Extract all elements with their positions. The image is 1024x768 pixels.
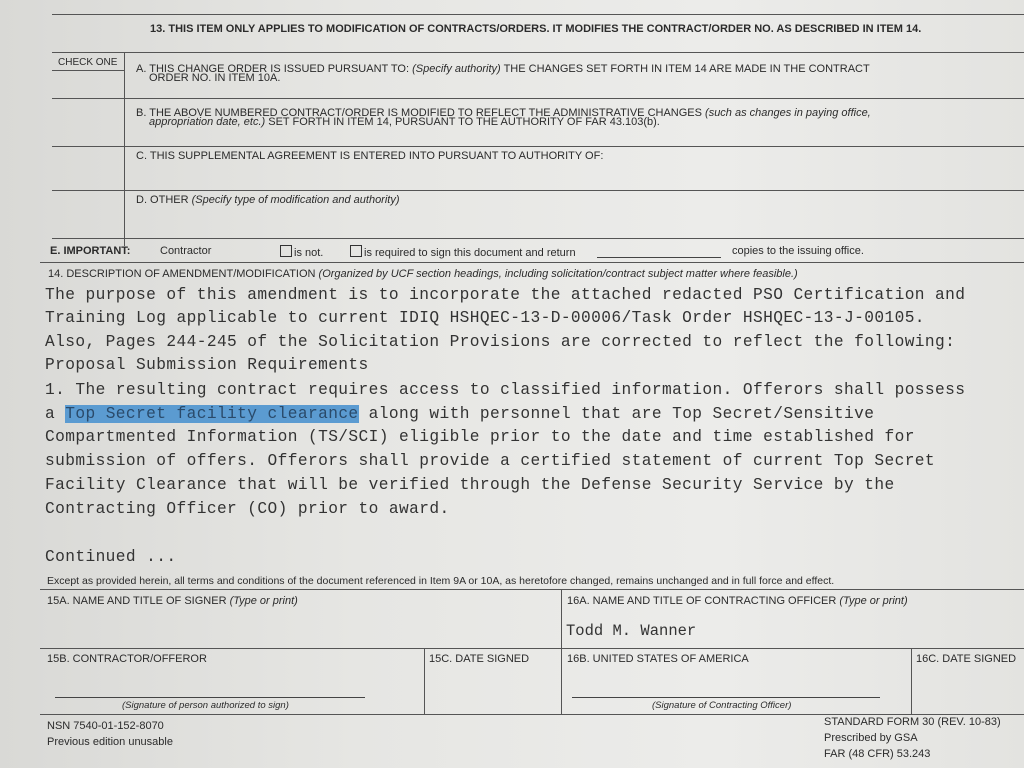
officer-name-label [567,595,908,607]
option-d-text [136,194,400,206]
except-statement: Except as provided herein, all terms and conditions of the document referenced in Item 9A or 10A, as heretofore changed, remains unchanged and in full force and effect. [47,575,835,587]
contractor-signature-line[interactable] [55,697,365,698]
date-signed-16c-label: 16C. DATE SIGNED [916,653,1017,665]
rule [424,648,425,715]
description-line: Facility Clearance that will be verified through the Defense Security Service by the [45,476,895,494]
item14-header [48,268,798,280]
rule [561,589,562,715]
description-line: Training Log applicable to current IDIQ HSHQEC-13-D-00006/Task Order HSHQEC-13-J-00105. [45,309,925,327]
option-b-label: B. THE ABOVE NUMBERED CONTRACT/ORDER IS MODIFIED TO REFLECT THE ADMINISTRATIVE CHANGES [136,107,706,119]
rule [911,648,912,715]
option-c-text: C. THIS SUPPLEMENTAL AGREEMENT IS ENTERED INTO PURSUANT TO AUTHORITY OF: [136,150,604,162]
rule [40,648,1024,649]
rule [40,714,1024,715]
rule [52,70,124,71]
is-not-label: is not. [294,247,324,259]
officer-name-field[interactable]: Todd M. Wanner [566,622,697,640]
important-label: E. IMPORTANT: [50,245,131,257]
rule [52,238,1024,239]
date-signed-15c-label: 15C. DATE SIGNED [429,653,530,665]
officer-name-title: 16A. NAME AND TITLE OF CONTRACTING OFFICER [567,595,840,607]
rule [52,190,1024,191]
is-required-checkbox[interactable] [350,245,362,257]
item13-header: 13. THIS ITEM ONLY APPLIES TO MODIFICATION OF CONTRACTS/ORDERS. IT MODIFIES THE CONTRACT/ORDER NO. AS DESCRIBED IN ITEM 14. [150,23,922,35]
previous-edition-note: Previous edition unusable [47,736,173,748]
contractor-offeror-label: 15B. CONTRACTOR/OFFEROR [47,653,207,665]
option-a-label: A. THIS CHANGE ORDER IS ISSUED PURSUANT TO: [136,63,413,75]
rule [40,589,1024,590]
description-line: Compartmented Information (TS/SCI) eligible prior to the date and time established for [45,428,915,446]
prescribed-by: Prescribed by GSA [824,732,918,744]
option-b-note: (such as changes in paying office, [705,107,871,119]
officer-name-note: (Type or print) [839,595,908,607]
text-selection[interactable]: Top Secret facility clearance [65,405,359,423]
copies-label: copies to the issuing office. [732,245,864,257]
description-line: Proposal Submission Requirements [45,356,369,374]
rule [52,52,1024,53]
option-d-note: (Specify type of modification and authority) [191,194,400,206]
copies-blank[interactable] [597,257,721,258]
contractor-signature-caption: (Signature of person authorized to sign) [122,700,289,711]
option-b-note2: appropriation date, etc.) [149,116,266,128]
rule [52,146,1024,147]
description-line: submission of offers. Offerors shall provide a certified statement of current Top Secret [45,452,936,470]
rule [40,262,1024,263]
description-line [45,403,874,427]
standard-form-id: STANDARD FORM 30 (REV. 10-83) [824,716,1001,728]
is-required-option[interactable] [350,245,576,259]
usa-label: 16B. UNITED STATES OF AMERICA [567,653,749,665]
description-line: 1. The resulting contract requires access to classified information. Offerors shall possess [45,381,966,399]
far-reference: FAR (48 CFR) 53.243 [824,748,931,760]
officer-signature-caption: (Signature of Contracting Officer) [652,700,792,711]
continued-text: Continued ... [45,548,177,566]
is-not-checkbox[interactable] [280,245,292,257]
description-line: Contracting Officer (CO) prior to award. [45,500,450,518]
rule [124,52,125,246]
signer-name-label [47,595,298,607]
option-d-label: D. OTHER [136,194,192,206]
option-a-rest: THE CHANGES SET FORTH IN ITEM 14 ARE MADE IN THE CONTRACT [500,63,870,75]
contractor-label: Contractor [160,245,212,257]
signer-name-title: 15A. NAME AND TITLE OF SIGNER [47,595,230,607]
check-one-label: CHECK ONE [58,57,118,68]
officer-signature-line[interactable] [572,697,880,698]
item14-title: 14. DESCRIPTION OF AMENDMENT/MODIFICATION [48,268,319,280]
nsn-number: NSN 7540-01-152-8070 [47,720,164,732]
description-line: The purpose of this amendment is to incorporate the attached redacted PSO Certification and [45,286,966,304]
option-b-rest: SET FORTH IN ITEM 14, PURSUANT TO THE AUTHORITY OF FAR 43.103(b). [265,116,660,128]
signer-name-note: (Type or print) [229,595,298,607]
is-required-label: is required to sign this document and return [364,247,576,259]
item14-note: (Organized by UCF section headings, including solicitation/contract subject matter where feasible.) [318,268,798,280]
description-text: a [45,405,66,423]
option-a-line2: ORDER NO. IN ITEM 10A. [149,72,281,84]
option-b-line2 [149,116,660,128]
is-not-option[interactable] [280,245,323,259]
option-a-authority: (Specify authority) [412,63,501,75]
rule [52,98,1024,99]
description-line: Also, Pages 244-245 of the Solicitation Provisions are corrected to reflect the following: [45,333,956,351]
rule [52,14,1024,15]
description-text: along with personnel that are Top Secret/Sensitive [358,405,875,423]
